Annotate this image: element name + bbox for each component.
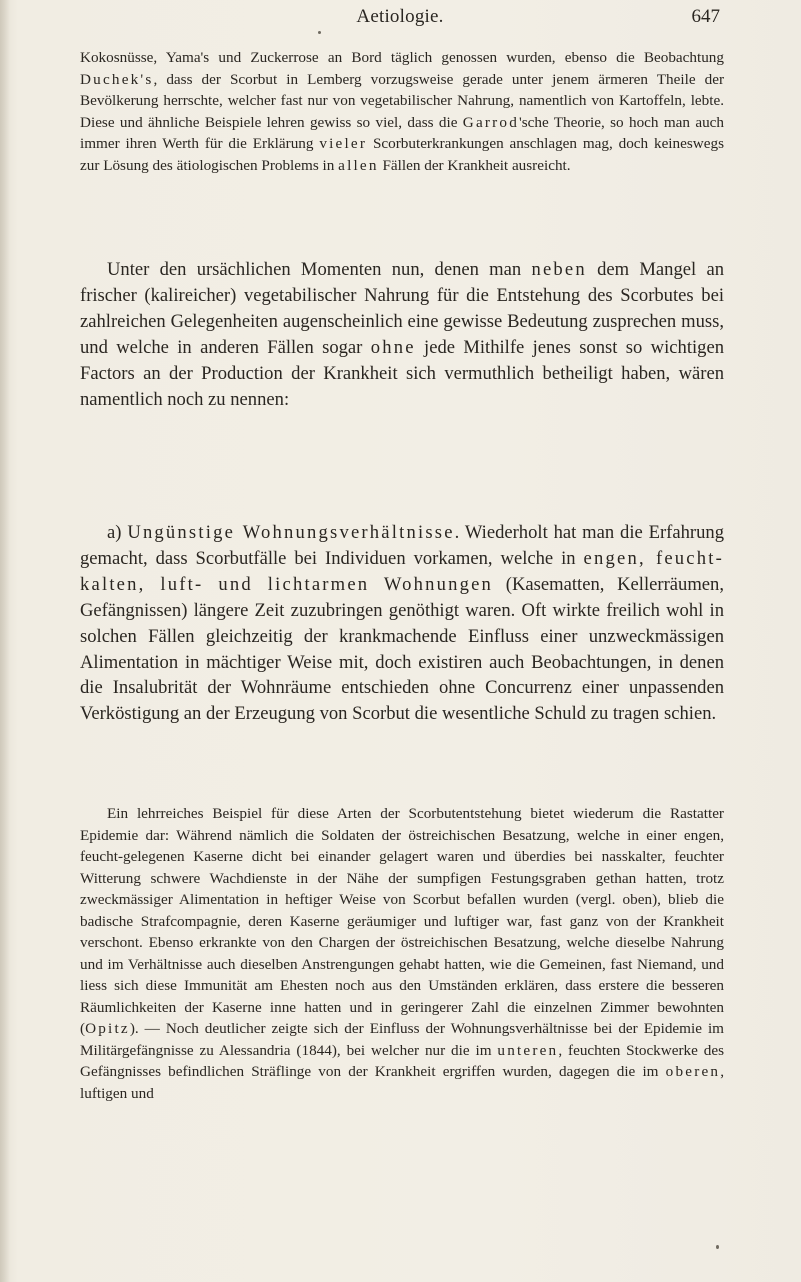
text-run: (Kasematten, Kellerräumen, Gefängnissen) längere Zeit zuzubringen genöthigt waren. Oft wirkte freilich wohl in solchen Fällen gleichzeitig der krankmachende Einfluss einer unzweckmässigen Alimentation in mächtiger Weise mit, doch existiren auch Beobachtungen, in denen die Insalubrität der Wohnräume entschieden ohne Concurrenz einer unpassenden Verköstigung an der Erzeugung von Scorbut die wesentliche Schuld zu tragen schien. bbox=[80, 573, 724, 725]
author-name-opitz: Opitz bbox=[85, 1020, 130, 1037]
page-header bbox=[80, 6, 720, 36]
text-run: , luftigen und bbox=[80, 1063, 724, 1102]
text-run: a) bbox=[107, 522, 128, 543]
text-run: 'sche Theorie, so hoch man auch immer ihren Werth für die Erklärung bbox=[80, 113, 724, 152]
emphasis-ohne: ohne bbox=[370, 336, 416, 358]
emphasis-neben: neben bbox=[531, 259, 587, 280]
text-run: dem Mangel an frischer (kalireicher) vegetabilischer Nahrung für die Entstehung des Scorbutes bei zahlreichen Gelegenheiten augenscheinlich eine gewisse Bedeutung zusprechen muss, und welche in anderen Fällen sogar bbox=[80, 259, 724, 358]
page-gutter-shadow bbox=[0, 0, 10, 1282]
text-run: Scorbuterkrankungen anschlagen mag, doch keineswegs zur Lösung des ätiologischen Problems in bbox=[80, 135, 724, 174]
text-run: Unter den ursächlichen Momenten nun, denen man bbox=[107, 259, 532, 280]
text-run: Fällen der Krankheit ausreicht. bbox=[378, 156, 571, 174]
paragraph-continuation bbox=[80, 47, 724, 176]
section-heading-housing: Ungünstige Wohnungsverhältnisse bbox=[127, 522, 455, 543]
emphasis-vieler: vieler bbox=[319, 135, 368, 152]
text-run: ). — Noch deutlicher zeigte sich der Einfluss der Wohnungsverhältnisse bei der Epidemie im Militärgefängnisse zu Alessandria (1844), bei welcher nur die im bbox=[80, 1020, 724, 1059]
text-run: Ein lehrreiches Beispiel für diese Arten der Scorbutentstehung bietet wiederum die Rastatter Epidemie dar: Während nämlich die Soldaten der östreichischen Besatzung, welche in einer engen, feucht-gelegenen Kaserne dicht bei einander gelagert waren und überdies bei nasskalter, feuchter Witterung schwere Wachdienste in der Nähe der sumpfigen Festungsgraben gethan hatten, trotz zweckmässiger Alimentation in heftiger Weise von Scorbut befallen wurden (vergl. oben), blieb die badische Strafcompagnie, deren Kaserne geräumiger und luftiger war, fast ganz von der Krankheit verschont. Ebenso erkrankte von den Chargen der östreichischen Besatzung, welche dieselbe Nahrung und im Verhältnisse auch dieselben Anstrengungen gehabt hatten, wie die Gemeinen, fast Niemand, und liess sich diese Immunität am Ehesten noch aus den Umständen erklären, dass erstere die besseren Räumlichkeiten der Kaserne inne hatten und in geringerer Zahl die einzelnen Zimmer bewohnten ( bbox=[80, 805, 724, 1037]
paragraph-causes-intro bbox=[80, 257, 724, 412]
ink-speck bbox=[716, 1245, 719, 1249]
emphasis-unteren: unteren bbox=[497, 1041, 559, 1059]
text-run: jede Mithilfe jenes sonst so wichtigen Factors an der Production der Krankheit sich vermuthlich betheiligt haben, wären namentlich noch zu nennen: bbox=[80, 336, 724, 410]
text-run: , feuchten Stockwerke des Gefängnisses befindlichen Sträflinge von der Krankheit ergriffen wurden, dagegen die im bbox=[80, 1041, 724, 1080]
paragraph-rastatt-example bbox=[80, 803, 724, 1104]
text-run: . Wiederholt hat man die Erfahrung gemacht, dass Scorbutfälle bei Individuen vorkamen, welche in bbox=[80, 522, 725, 569]
emphasis-oberen: oberen bbox=[665, 1063, 721, 1080]
paragraph-housing-conditions bbox=[80, 520, 724, 727]
running-title: Aetiologie. bbox=[356, 6, 444, 27]
text-run: , dass der Scorbut in Lemberg vorzugsweise gerade unter jenem ärmeren Theile der Bevölkerung herrschte, welcher fast nur von vegetabilischer Nahrung, namentlich von Kartoffeln, lebte. Diese und ähnliche Beispiele lehren gewiss so viel, dass die bbox=[80, 70, 724, 131]
text-run: Kokosnüsse, Yama's und Zuckerrose an Bord täglich genossen wurden, ebenso die Beobachtung bbox=[80, 49, 724, 66]
emphasis-allen: allen bbox=[338, 156, 379, 174]
emphasis-dwellings: engen, feucht-kalten, luft- und lichtarmen Wohnungen bbox=[80, 547, 724, 595]
author-name-duchek: Duchek's bbox=[80, 70, 154, 88]
ink-speck bbox=[318, 31, 321, 34]
page-number: 647 bbox=[691, 6, 720, 27]
author-name-garrod: Garrod bbox=[462, 113, 519, 131]
